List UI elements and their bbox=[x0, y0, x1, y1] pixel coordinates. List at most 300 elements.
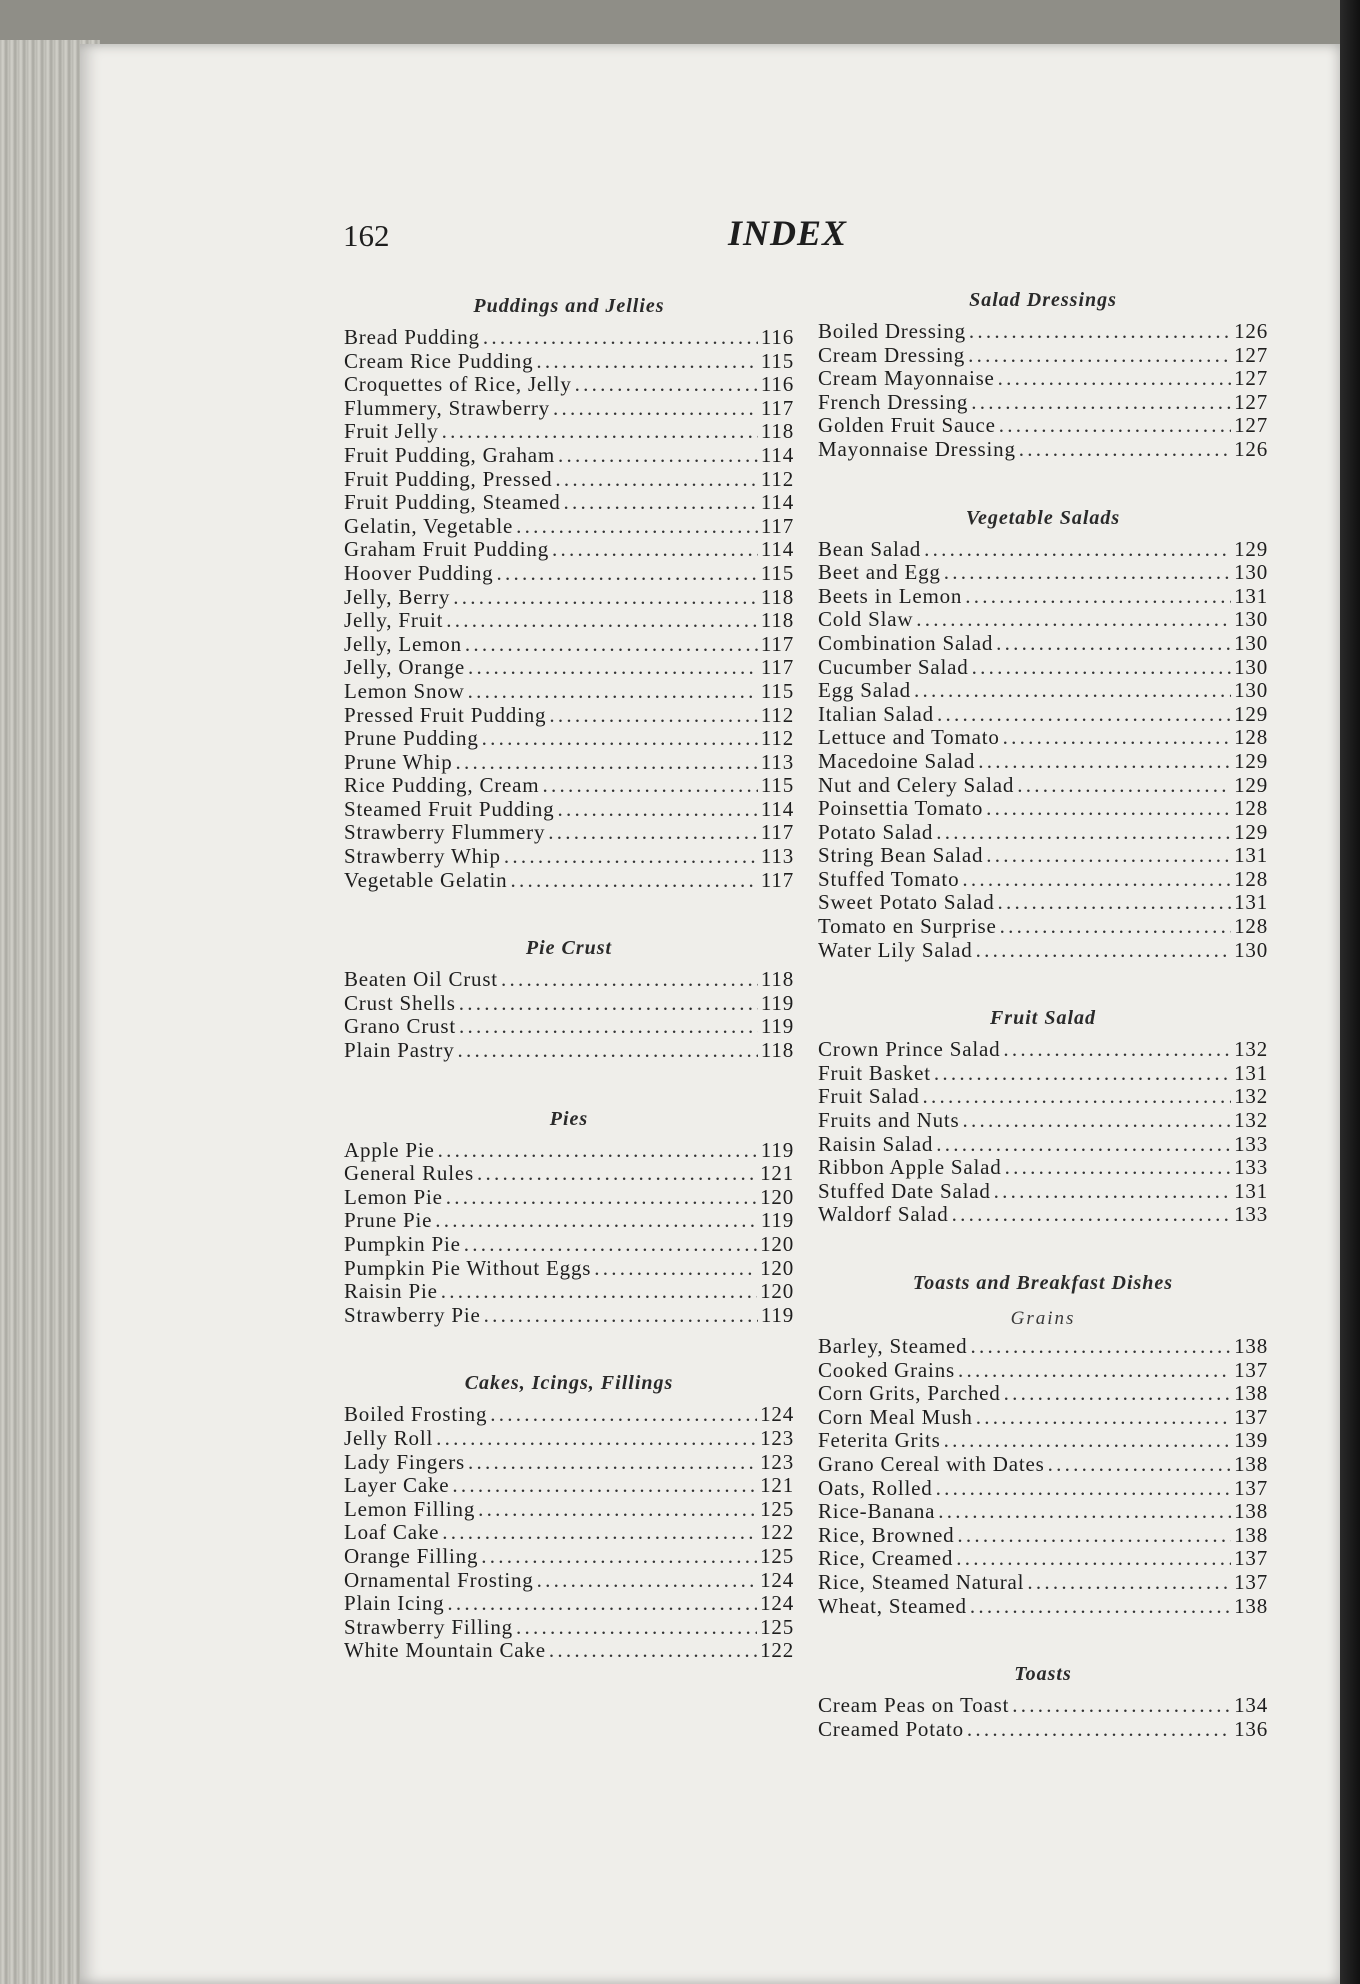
entry-page-number: 117 bbox=[760, 514, 794, 538]
section-heading: Cakes, Icings, Fillings bbox=[464, 1372, 674, 1395]
index-entry bbox=[344, 1639, 794, 1663]
entry-page-number: 129 bbox=[1234, 749, 1268, 773]
entry-name: Pumpkin Pie Without Eggs bbox=[344, 1256, 592, 1280]
entry-name: French Dressing bbox=[818, 390, 969, 414]
entry-name: Strawberry Filling bbox=[344, 1615, 513, 1639]
index-section bbox=[818, 1237, 1268, 1618]
dot-leader bbox=[998, 891, 1232, 915]
index-entry bbox=[818, 774, 1268, 798]
dot-leader bbox=[1017, 774, 1231, 798]
entry-name: Cream Peas on Toast bbox=[818, 1694, 1010, 1718]
dot-leader bbox=[436, 1427, 757, 1451]
index-entry bbox=[818, 1571, 1268, 1595]
entry-name: Strawberry Pie bbox=[344, 1303, 481, 1327]
index-entry bbox=[344, 704, 794, 728]
dot-leader bbox=[552, 538, 758, 562]
dot-leader bbox=[936, 1133, 1231, 1157]
page-number: 162 bbox=[343, 218, 390, 253]
dot-leader bbox=[962, 868, 1231, 892]
dot-leader bbox=[557, 798, 757, 822]
entry-page-number: 129 bbox=[1234, 820, 1268, 844]
entry-page-number: 115 bbox=[760, 349, 794, 373]
index-entry bbox=[818, 1694, 1268, 1718]
entry-page-number: 125 bbox=[760, 1497, 794, 1521]
index-section bbox=[344, 1073, 794, 1328]
entry-page-number: 131 bbox=[1234, 1061, 1268, 1085]
entry-name: Lemon Pie bbox=[344, 1185, 443, 1209]
index-entry bbox=[344, 1451, 794, 1475]
entry-page-number: 114 bbox=[760, 797, 794, 821]
index-entry bbox=[818, 1085, 1268, 1109]
entry-page-number: 138 bbox=[1234, 1452, 1268, 1476]
index-entry bbox=[344, 491, 794, 515]
index-entry bbox=[818, 1062, 1268, 1086]
index-entry bbox=[344, 1403, 794, 1427]
entry-name: Prune Pudding bbox=[344, 727, 479, 751]
entry-page-number: 137 bbox=[1234, 1476, 1268, 1500]
dot-leader bbox=[956, 1547, 1231, 1571]
index-entry bbox=[344, 586, 794, 610]
index-entry bbox=[344, 1209, 794, 1233]
index-entry bbox=[344, 869, 794, 893]
index-entry bbox=[344, 1521, 794, 1545]
index-entry bbox=[818, 391, 1268, 415]
section-subheading: Grains bbox=[1010, 1308, 1076, 1329]
entry-page-number: 137 bbox=[1234, 1547, 1268, 1571]
entry-name: Feterita Grits bbox=[818, 1429, 941, 1453]
entry-page-number: 120 bbox=[760, 1233, 794, 1256]
entry-page-number: 127 bbox=[1234, 390, 1268, 414]
entry-page-number: 138 bbox=[1234, 1594, 1268, 1618]
entry-name: Lettuce and Tomato bbox=[818, 726, 1000, 750]
index-entry bbox=[344, 538, 794, 562]
index-entry bbox=[344, 1015, 794, 1039]
entry-page-number: 131 bbox=[1234, 584, 1268, 608]
index-entry bbox=[818, 891, 1268, 915]
dot-leader bbox=[1004, 1382, 1232, 1406]
entry-page-number: 113 bbox=[760, 750, 794, 774]
dot-leader bbox=[481, 1545, 757, 1569]
entry-page-number: 118 bbox=[760, 609, 794, 633]
entry-page-number: 138 bbox=[1234, 1382, 1268, 1406]
entry-name: Fruit Salad bbox=[818, 1085, 920, 1109]
entry-name: Rice, Creamed bbox=[818, 1547, 954, 1571]
index-entry bbox=[344, 774, 794, 798]
entry-page-number: 115 bbox=[760, 561, 794, 585]
entry-page-number: 119 bbox=[760, 1303, 794, 1327]
index-entry bbox=[344, 420, 794, 444]
entry-name: Jelly, Lemon bbox=[344, 632, 462, 656]
entry-name: Graham Fruit Pudding bbox=[344, 538, 549, 562]
dot-leader bbox=[484, 1304, 758, 1328]
entry-page-number: 137 bbox=[1234, 1570, 1268, 1594]
index-entry bbox=[344, 821, 794, 845]
dot-leader bbox=[464, 1233, 757, 1257]
index-entry bbox=[818, 821, 1268, 845]
dot-leader bbox=[1027, 1571, 1231, 1595]
dot-leader bbox=[998, 367, 1231, 391]
dot-leader bbox=[1048, 1453, 1232, 1477]
index-entry bbox=[818, 414, 1268, 438]
entry-name: Oats, Rolled bbox=[818, 1476, 933, 1500]
section-spacer bbox=[818, 472, 1268, 500]
dot-leader bbox=[555, 468, 758, 492]
entry-page-number: 128 bbox=[1234, 915, 1268, 939]
dot-leader bbox=[1012, 1694, 1231, 1718]
entry-page-number: 126 bbox=[1234, 320, 1268, 343]
entry-page-number: 125 bbox=[760, 1544, 794, 1568]
index-entry bbox=[344, 444, 794, 468]
dot-leader bbox=[996, 632, 1231, 656]
dot-leader bbox=[967, 1718, 1231, 1742]
index-entry bbox=[818, 344, 1268, 368]
index-entry bbox=[818, 1382, 1268, 1406]
dot-leader bbox=[442, 1521, 757, 1545]
dot-leader bbox=[438, 1139, 758, 1163]
entry-name: Beets in Lemon bbox=[818, 584, 963, 608]
entry-name: Fruit Basket bbox=[818, 1061, 931, 1085]
dot-leader bbox=[936, 821, 1231, 845]
dot-leader bbox=[468, 656, 758, 680]
entry-name: Raisin Salad bbox=[818, 1132, 934, 1156]
dot-leader bbox=[446, 609, 758, 633]
dot-leader bbox=[1000, 915, 1232, 939]
section-heading: Salad Dressings bbox=[969, 289, 1117, 311]
dot-leader bbox=[937, 703, 1231, 727]
entry-name: Egg Salad bbox=[818, 679, 911, 703]
entry-name: Rice Pudding, Cream bbox=[344, 774, 540, 798]
entry-name: Bread Pudding bbox=[344, 326, 480, 349]
dot-leader bbox=[594, 1257, 757, 1281]
entry-name: Flummery, Strawberry bbox=[344, 396, 550, 420]
index-entry bbox=[344, 397, 794, 421]
section-spacer bbox=[344, 902, 794, 930]
index-entry bbox=[818, 703, 1268, 727]
entry-page-number: 124 bbox=[760, 1403, 794, 1427]
index-entry bbox=[344, 1186, 794, 1210]
index-entry bbox=[344, 992, 794, 1016]
section-spacer bbox=[818, 1237, 1268, 1265]
index-entry bbox=[818, 320, 1268, 344]
index-entry bbox=[818, 656, 1268, 680]
entry-page-number: 130 bbox=[1234, 938, 1268, 962]
dot-leader bbox=[924, 538, 1231, 562]
entry-name: Vegetable Gelatin bbox=[344, 868, 508, 892]
dot-leader bbox=[441, 1280, 757, 1304]
entry-name: Fruit Jelly bbox=[344, 420, 439, 444]
dot-leader bbox=[553, 397, 758, 421]
entry-page-number: 119 bbox=[760, 991, 794, 1015]
index-entry bbox=[344, 1592, 794, 1616]
index-entry bbox=[818, 1718, 1268, 1742]
index-entry bbox=[818, 585, 1268, 609]
dot-leader bbox=[447, 1592, 757, 1616]
index-entry bbox=[818, 1477, 1268, 1501]
entry-name: General Rules bbox=[344, 1162, 474, 1186]
entry-name: Fruit Pudding, Graham bbox=[344, 443, 556, 467]
entry-name: Potato Salad bbox=[818, 820, 934, 844]
index-section bbox=[818, 282, 1268, 462]
index-entry bbox=[818, 1595, 1268, 1619]
entry-name: Loaf Cake bbox=[344, 1521, 440, 1545]
entry-page-number: 117 bbox=[760, 656, 794, 680]
right-index-column bbox=[818, 282, 1268, 1751]
dot-leader bbox=[986, 797, 1231, 821]
index-entry bbox=[344, 468, 794, 492]
index-section bbox=[344, 902, 794, 1062]
dot-leader bbox=[504, 845, 758, 869]
dot-leader bbox=[542, 774, 757, 798]
index-entry bbox=[818, 1038, 1268, 1062]
dot-leader bbox=[968, 344, 1231, 368]
index-entry bbox=[344, 1304, 794, 1328]
section-heading: Toasts bbox=[1014, 1663, 1072, 1686]
dot-leader bbox=[914, 679, 1231, 703]
index-entry bbox=[818, 1429, 1268, 1453]
entry-name: Gelatin, Vegetable bbox=[344, 514, 514, 538]
section-heading: Vegetable Salads bbox=[965, 506, 1121, 529]
entry-page-number: 116 bbox=[760, 326, 794, 349]
index-entry bbox=[344, 1498, 794, 1522]
index-entry bbox=[818, 939, 1268, 963]
dot-leader bbox=[938, 1500, 1231, 1524]
entry-page-number: 131 bbox=[1234, 891, 1268, 915]
entry-page-number: 131 bbox=[1234, 1179, 1268, 1203]
entry-name: Rice, Steamed Natural bbox=[818, 1570, 1025, 1594]
entry-page-number: 132 bbox=[1234, 1109, 1268, 1133]
entry-page-number: 136 bbox=[1234, 1717, 1268, 1741]
index-section bbox=[818, 1628, 1268, 1741]
dot-leader bbox=[969, 320, 1231, 344]
entry-name: Croquettes of Rice, Jelly bbox=[344, 373, 572, 397]
entry-name: Ornamental Frosting bbox=[344, 1568, 534, 1592]
entry-page-number: 117 bbox=[760, 396, 794, 420]
index-entry bbox=[818, 1359, 1268, 1383]
entry-page-number: 125 bbox=[760, 1615, 794, 1639]
index-entry bbox=[344, 1545, 794, 1569]
entry-name: Fruits and Nuts bbox=[818, 1109, 960, 1133]
entry-page-number: 130 bbox=[1234, 631, 1268, 655]
index-entry bbox=[818, 750, 1268, 774]
dot-leader bbox=[972, 656, 1232, 680]
index-entry bbox=[344, 968, 794, 992]
dot-leader bbox=[1019, 438, 1231, 462]
entry-page-number: 124 bbox=[760, 1568, 794, 1592]
entry-name: Apple Pie bbox=[344, 1138, 435, 1162]
entry-page-number: 120 bbox=[760, 1256, 794, 1280]
index-entry bbox=[344, 798, 794, 822]
index-entry bbox=[818, 561, 1268, 585]
entry-page-number: 129 bbox=[1234, 702, 1268, 726]
entry-page-number: 120 bbox=[760, 1280, 794, 1304]
entry-page-number: 133 bbox=[1234, 1203, 1268, 1227]
entry-name: Grano Crust bbox=[344, 1015, 457, 1039]
index-entry bbox=[818, 797, 1268, 821]
entry-name: Hoover Pudding bbox=[344, 561, 494, 585]
index-section bbox=[818, 472, 1268, 963]
section-spacer bbox=[344, 1073, 794, 1101]
entry-name: Fruit Pudding, Pressed bbox=[344, 467, 553, 491]
entry-name: Cream Mayonnaise bbox=[818, 367, 995, 391]
entry-name: White Mountain Cake bbox=[344, 1639, 546, 1663]
entry-name: Water Lily Salad bbox=[818, 938, 973, 962]
entry-name: Fruit Pudding, Steamed bbox=[344, 491, 561, 515]
dot-leader bbox=[458, 1039, 758, 1063]
index-entry bbox=[344, 1474, 794, 1498]
entry-name: Cream Rice Pudding bbox=[344, 349, 534, 373]
index-entry bbox=[818, 1547, 1268, 1571]
index-entry bbox=[344, 1616, 794, 1640]
entry-page-number: 112 bbox=[760, 467, 794, 491]
entry-page-number: 138 bbox=[1234, 1500, 1268, 1524]
dot-leader bbox=[963, 1109, 1232, 1133]
entry-page-number: 129 bbox=[1234, 773, 1268, 797]
entry-name: Cooked Grains bbox=[818, 1358, 955, 1382]
page-title: INDEX bbox=[728, 213, 848, 253]
entry-page-number: 130 bbox=[1234, 561, 1268, 585]
entry-name: Prune Whip bbox=[344, 750, 453, 774]
index-entry bbox=[818, 1335, 1268, 1359]
section-heading: Pies bbox=[549, 1107, 589, 1130]
dot-leader bbox=[978, 750, 1231, 774]
index-entry bbox=[344, 326, 794, 350]
entry-page-number: 129 bbox=[1234, 537, 1268, 561]
index-entry bbox=[818, 1156, 1268, 1180]
entry-name: Lemon Snow bbox=[344, 679, 465, 703]
entry-name: Cream Dressing bbox=[818, 343, 966, 367]
dot-leader bbox=[548, 821, 758, 845]
index-entry bbox=[818, 1203, 1268, 1227]
dot-leader bbox=[477, 1162, 757, 1186]
entry-name: Crust Shells bbox=[344, 991, 456, 1015]
entry-page-number: 132 bbox=[1234, 1085, 1268, 1109]
dot-leader bbox=[558, 444, 758, 468]
entry-name: Rice-Banana bbox=[818, 1500, 936, 1524]
dot-leader bbox=[465, 633, 758, 657]
entry-name: Combination Salad bbox=[818, 631, 994, 655]
dot-leader bbox=[490, 1403, 757, 1427]
entry-page-number: 113 bbox=[760, 845, 794, 869]
entry-name: Strawberry Flummery bbox=[344, 821, 546, 845]
dot-leader bbox=[1003, 726, 1231, 750]
index-entry bbox=[344, 1257, 794, 1281]
index-entry bbox=[818, 1500, 1268, 1524]
dot-leader bbox=[970, 1595, 1231, 1619]
index-section bbox=[818, 972, 1268, 1227]
book-gutter-shadow bbox=[1340, 0, 1360, 1984]
entry-name: Stuffed Tomato bbox=[818, 867, 960, 891]
section-spacer bbox=[344, 1337, 794, 1365]
entry-name: Tomato en Surprise bbox=[818, 915, 997, 939]
dot-leader bbox=[549, 1639, 757, 1663]
entry-name: Beet and Egg bbox=[818, 561, 941, 585]
entry-page-number: 120 bbox=[760, 1185, 794, 1209]
dot-leader bbox=[999, 414, 1231, 438]
entry-page-number: 119 bbox=[760, 1015, 794, 1039]
index-entry bbox=[818, 438, 1268, 462]
entry-page-number: 115 bbox=[760, 679, 794, 703]
entry-page-number: 117 bbox=[760, 821, 794, 845]
dot-leader bbox=[957, 1524, 1231, 1548]
entry-page-number: 118 bbox=[760, 420, 794, 444]
dot-leader bbox=[536, 350, 758, 374]
entry-page-number: 122 bbox=[760, 1521, 794, 1545]
entry-page-number: 130 bbox=[1234, 679, 1268, 703]
index-entry bbox=[344, 373, 794, 397]
entry-name: Macedoine Salad bbox=[818, 749, 976, 773]
dot-leader bbox=[510, 869, 757, 893]
entry-page-number: 131 bbox=[1234, 844, 1268, 868]
entry-name: Grano Cereal with Dates bbox=[818, 1452, 1045, 1476]
entry-page-number: 117 bbox=[760, 632, 794, 656]
entry-page-number: 118 bbox=[760, 585, 794, 609]
index-entry bbox=[818, 538, 1268, 562]
dot-leader bbox=[965, 585, 1231, 609]
dot-leader bbox=[575, 373, 758, 397]
entry-page-number: 137 bbox=[1234, 1358, 1268, 1382]
entry-name: Rice, Browned bbox=[818, 1523, 955, 1547]
entry-name: Stuffed Date Salad bbox=[818, 1179, 991, 1203]
dot-leader bbox=[456, 751, 758, 775]
entry-name: Barley, Steamed bbox=[818, 1335, 968, 1358]
entry-page-number: 124 bbox=[760, 1592, 794, 1616]
entry-page-number: 139 bbox=[1234, 1429, 1268, 1453]
dot-leader bbox=[976, 1406, 1231, 1430]
index-entry bbox=[344, 350, 794, 374]
entry-name: Bean Salad bbox=[818, 537, 922, 561]
entry-page-number: 133 bbox=[1234, 1132, 1268, 1156]
dot-leader bbox=[468, 1451, 757, 1475]
dot-leader bbox=[442, 420, 758, 444]
dot-leader bbox=[453, 586, 758, 610]
dot-leader bbox=[483, 326, 758, 350]
entry-page-number: 132 bbox=[1234, 1038, 1268, 1062]
dot-leader bbox=[564, 491, 758, 515]
index-entry bbox=[344, 680, 794, 704]
entry-page-number: 121 bbox=[760, 1162, 794, 1186]
index-entry bbox=[818, 844, 1268, 868]
index-entry bbox=[818, 679, 1268, 703]
entry-page-number: 115 bbox=[760, 774, 794, 798]
entry-page-number: 128 bbox=[1234, 867, 1268, 891]
entry-name: Prune Pie bbox=[344, 1209, 433, 1233]
entry-page-number: 119 bbox=[760, 1209, 794, 1233]
entry-page-number: 123 bbox=[760, 1426, 794, 1450]
entry-page-number: 130 bbox=[1234, 608, 1268, 632]
entry-page-number: 121 bbox=[760, 1474, 794, 1498]
entry-page-number: 126 bbox=[1234, 437, 1268, 461]
index-entry bbox=[344, 1162, 794, 1186]
index-entry bbox=[344, 1139, 794, 1163]
entry-name: Steamed Fruit Pudding bbox=[344, 797, 555, 821]
entry-name: Nut and Celery Salad bbox=[818, 773, 1015, 797]
dot-leader bbox=[452, 1474, 757, 1498]
entry-page-number: 137 bbox=[1234, 1405, 1268, 1429]
index-entry bbox=[344, 1569, 794, 1593]
index-section bbox=[344, 1337, 794, 1663]
entry-name: Plain Icing bbox=[344, 1592, 445, 1616]
dot-leader bbox=[468, 680, 758, 704]
entry-name: Raisin Pie bbox=[344, 1280, 438, 1304]
entry-name: Wheat, Steamed bbox=[818, 1594, 967, 1618]
dot-leader bbox=[944, 1429, 1232, 1453]
dot-leader bbox=[459, 1015, 758, 1039]
index-entry bbox=[344, 1233, 794, 1257]
left-index-column bbox=[344, 288, 794, 1673]
index-entry bbox=[344, 633, 794, 657]
entry-page-number: 130 bbox=[1234, 655, 1268, 679]
dot-leader bbox=[936, 1477, 1232, 1501]
